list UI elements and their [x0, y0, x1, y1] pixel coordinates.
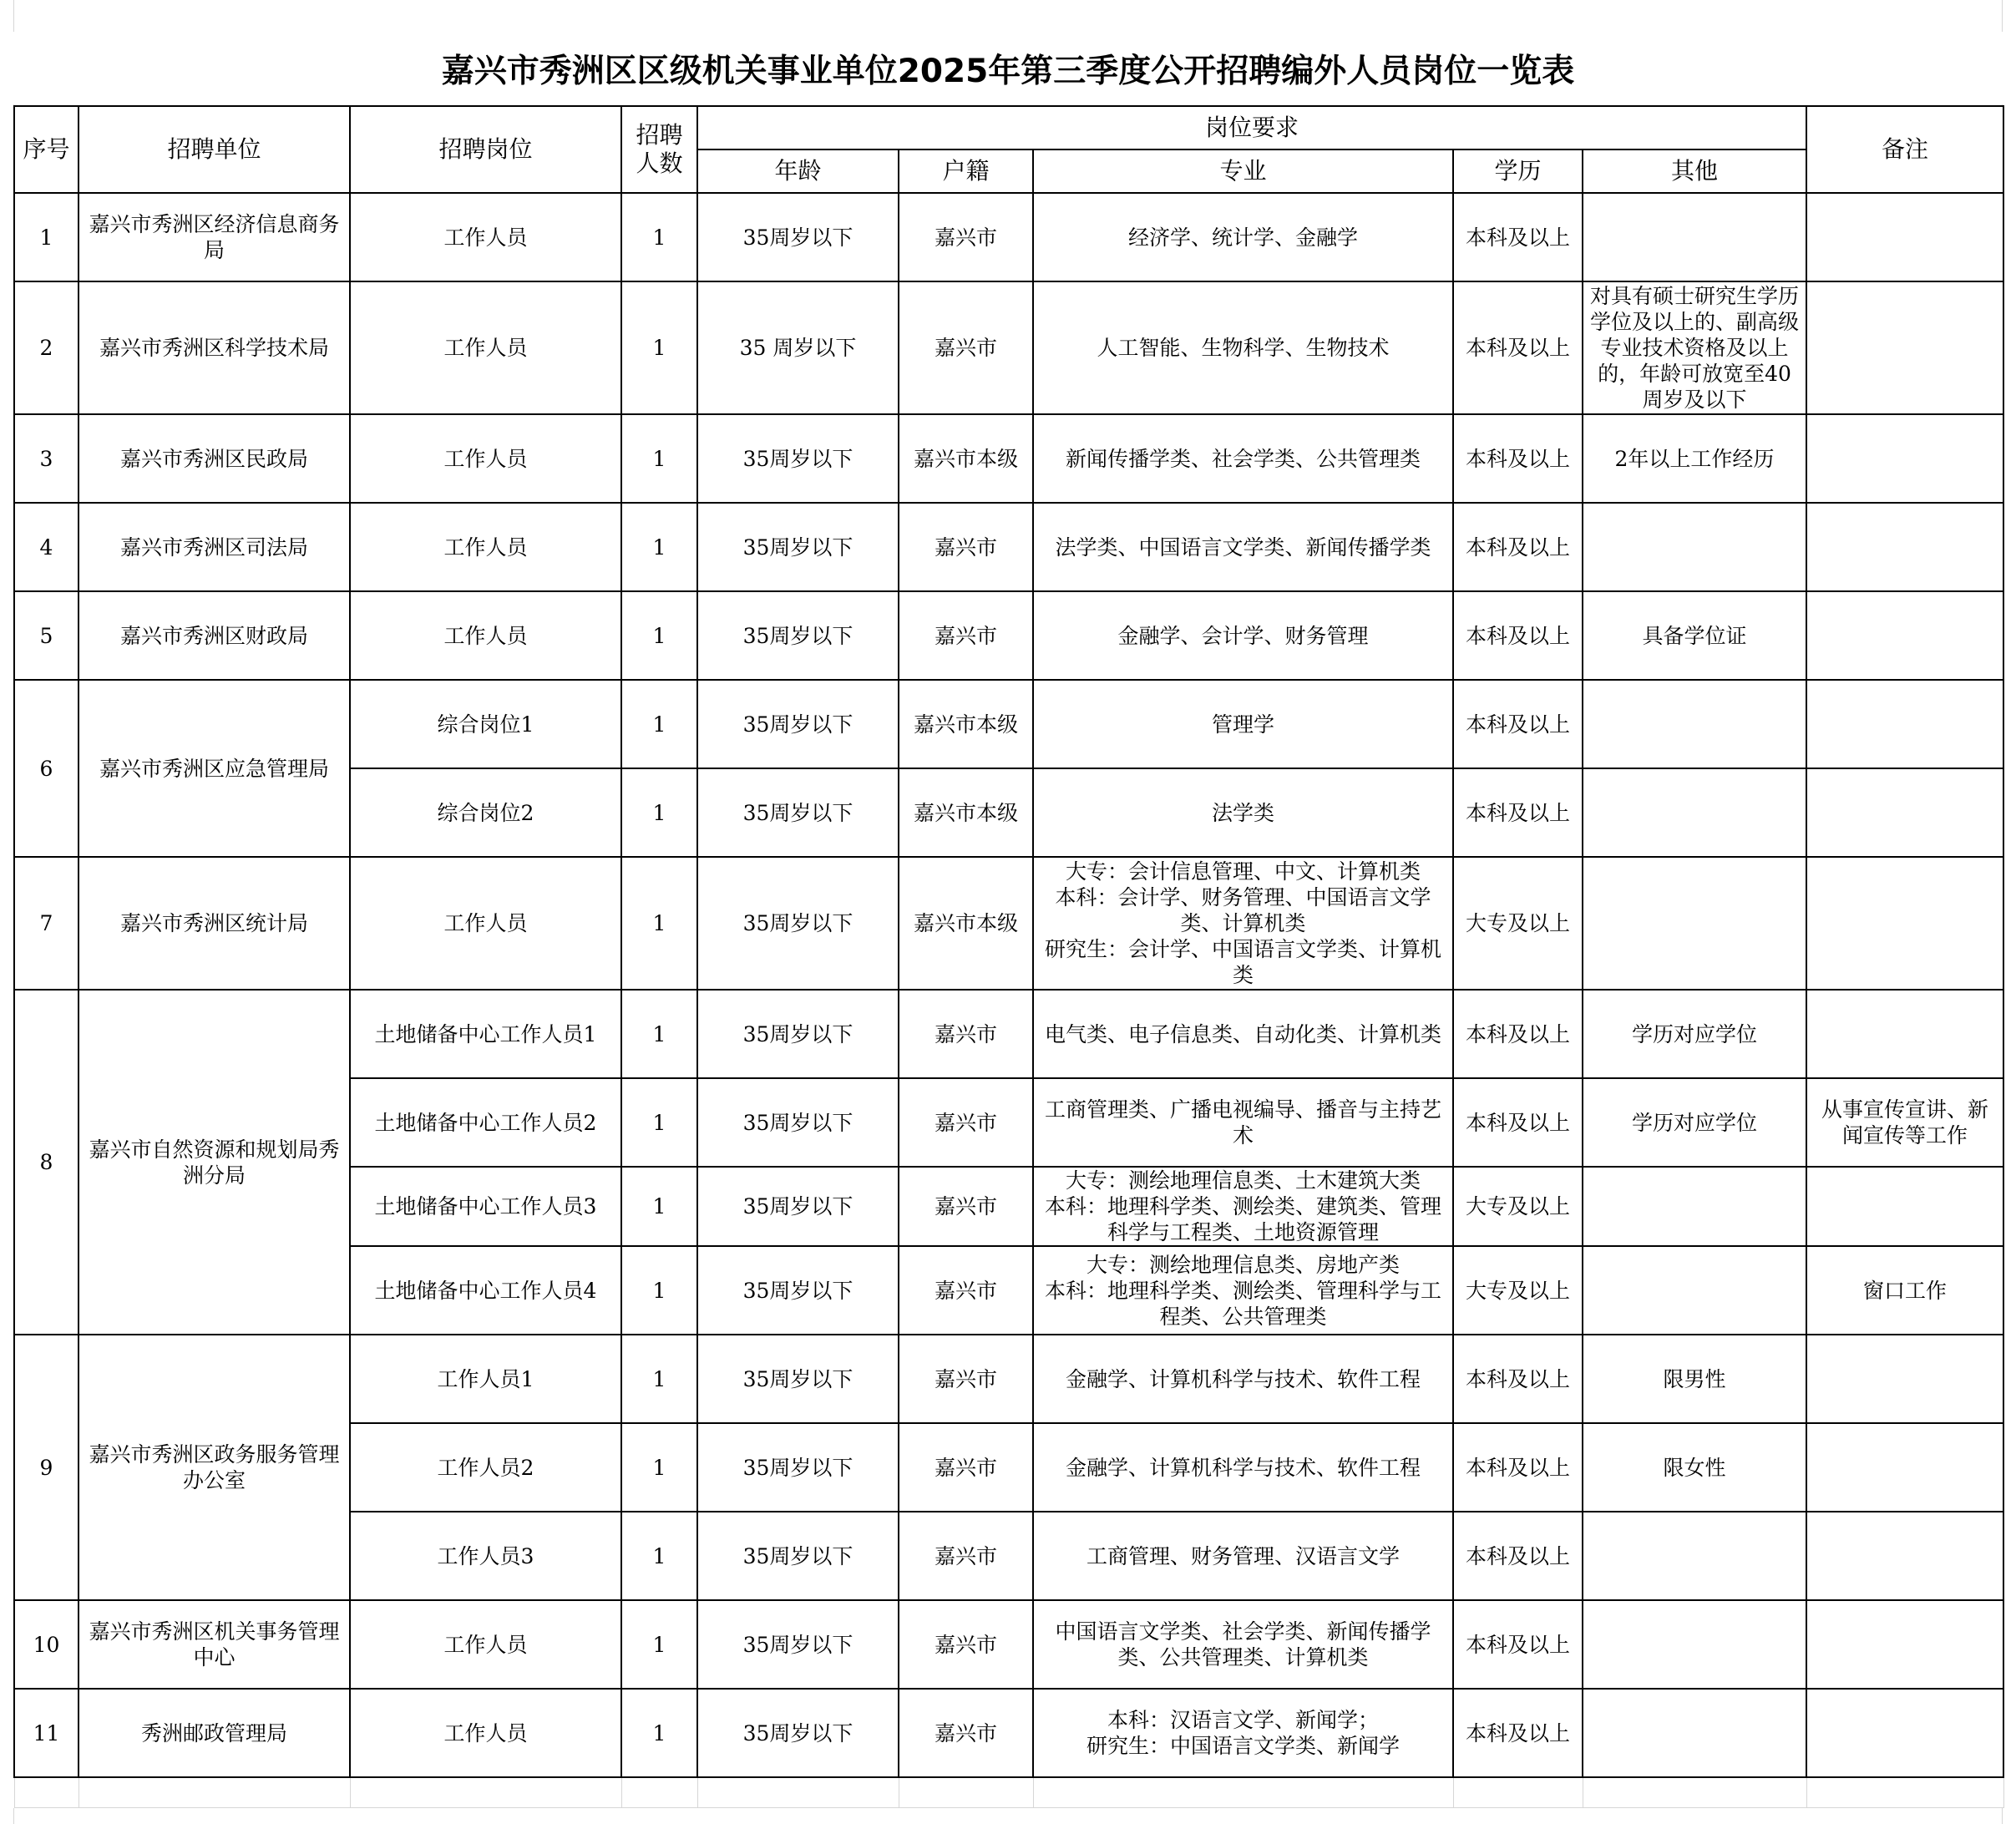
cell-other: 限男性	[1583, 1335, 1806, 1423]
cell-other: 学历对应学位	[1583, 990, 1806, 1078]
cell-count: 1	[621, 1167, 697, 1246]
cell-edu: 本科及以上	[1453, 591, 1583, 680]
cell-other	[1583, 857, 1806, 990]
cell-age: 35周岁以下	[697, 857, 899, 990]
cell-remark	[1806, 1423, 2003, 1512]
cell-seq: 8	[14, 990, 79, 1335]
cell-major: 新闻传播学类、社会学类、公共管理类	[1033, 414, 1453, 503]
cell-edu: 本科及以上	[1453, 1335, 1583, 1423]
cell-edu: 本科及以上	[1453, 1689, 1583, 1777]
cell-post: 工作人员	[350, 857, 621, 990]
cell-seq: 3	[14, 414, 79, 503]
cell-edu: 本科及以上	[1453, 1512, 1583, 1600]
cell-major: 法学类	[1033, 768, 1453, 857]
cell-count: 1	[621, 768, 697, 857]
cell-age: 35周岁以下	[697, 1167, 899, 1246]
cell-unit: 嘉兴市秀洲区应急管理局	[79, 680, 350, 857]
cell-huji: 嘉兴市	[899, 281, 1033, 414]
cell-age: 35周岁以下	[697, 1078, 899, 1167]
cell-count: 1	[621, 591, 697, 680]
table-row	[14, 1689, 2003, 1777]
cell-unit: 嘉兴市秀洲区民政局	[79, 414, 350, 503]
spreadsheet-sheet	[13, 0, 2003, 1824]
cell-major: 法学类、中国语言文学类、新闻传播学类	[1033, 503, 1453, 591]
empty-cell	[697, 1777, 899, 1807]
cell-count: 1	[621, 1335, 697, 1423]
cell-post: 土地储备中心工作人员4	[350, 1246, 621, 1335]
cell-huji: 嘉兴市	[899, 503, 1033, 591]
cell-seq: 10	[14, 1600, 79, 1689]
page-title: 嘉兴市秀洲区区级机关事业单位2025年第三季度公开招聘编外人员岗位一览表	[13, 32, 2003, 104]
cell-remark	[1806, 1689, 2003, 1777]
cell-unit: 嘉兴市秀洲区机关事务管理中心	[79, 1600, 350, 1689]
cell-other	[1583, 1167, 1806, 1246]
cell-age: 35周岁以下	[697, 1689, 899, 1777]
empty-cell	[621, 1777, 697, 1807]
cell-count: 1	[621, 857, 697, 990]
cell-unit: 秀洲邮政管理局	[79, 1689, 350, 1777]
empty-cell	[350, 1777, 621, 1807]
cell-huji: 嘉兴市	[899, 193, 1033, 281]
cell-edu: 本科及以上	[1453, 1423, 1583, 1512]
cell-count: 1	[621, 1078, 697, 1167]
cell-remark: 窗口工作	[1806, 1246, 2003, 1335]
cell-remark	[1806, 1335, 2003, 1423]
cell-major: 大专：会计信息管理、中文、计算机类 本科：会计学、财务管理、中国语言文学类、计算机类 研究生：会计学、中国语言文学类、计算机类	[1033, 857, 1453, 990]
cell-seq: 4	[14, 503, 79, 591]
cell-huji: 嘉兴市本级	[899, 857, 1033, 990]
cell-huji: 嘉兴市	[899, 1078, 1033, 1167]
table-row	[14, 591, 2003, 680]
cell-major: 电气类、电子信息类、自动化类、计算机类	[1033, 990, 1453, 1078]
empty-cell	[1806, 1777, 2003, 1807]
header-requirements: 岗位要求	[697, 106, 1806, 149]
cell-age: 35周岁以下	[697, 1512, 899, 1600]
cell-post: 工作人员3	[350, 1512, 621, 1600]
table-row	[14, 680, 2003, 768]
cell-age: 35周岁以下	[697, 1335, 899, 1423]
cell-seq: 9	[14, 1335, 79, 1600]
cell-major: 人工智能、生物科学、生物技术	[1033, 281, 1453, 414]
cell-other	[1583, 1512, 1806, 1600]
cell-remark	[1806, 857, 2003, 990]
header-seq: 序号	[14, 106, 79, 193]
cell-major: 管理学	[1033, 680, 1453, 768]
cell-post: 土地储备中心工作人员1	[350, 990, 621, 1078]
header-unit: 招聘单位	[79, 106, 350, 193]
table-row	[14, 193, 2003, 281]
cell-count: 1	[621, 281, 697, 414]
empty-cell	[1583, 1777, 1806, 1807]
cell-major: 经济学、统计学、金融学	[1033, 193, 1453, 281]
cell-age: 35周岁以下	[697, 990, 899, 1078]
cell-seq: 5	[14, 591, 79, 680]
cell-post: 工作人员	[350, 1600, 621, 1689]
cell-age: 35周岁以下	[697, 414, 899, 503]
cell-huji: 嘉兴市本级	[899, 680, 1033, 768]
cell-huji: 嘉兴市	[899, 1246, 1033, 1335]
cell-count: 1	[621, 193, 697, 281]
cell-remark	[1806, 768, 2003, 857]
cell-post: 综合岗位2	[350, 768, 621, 857]
cell-post: 工作人员	[350, 281, 621, 414]
cell-other	[1583, 503, 1806, 591]
cell-edu: 大专及以上	[1453, 1246, 1583, 1335]
cell-count: 1	[621, 1689, 697, 1777]
cell-other	[1583, 1600, 1806, 1689]
cell-remark	[1806, 1167, 2003, 1246]
cell-count: 1	[621, 680, 697, 768]
cell-remark: 从事宣传宣讲、新闻宣传等工作	[1806, 1078, 2003, 1167]
table-row	[14, 1335, 2003, 1423]
table-row	[14, 503, 2003, 591]
cell-remark	[1806, 680, 2003, 768]
cell-major: 工商管理、财务管理、汉语言文学	[1033, 1512, 1453, 1600]
cell-huji: 嘉兴市	[899, 1512, 1033, 1600]
cell-major: 金融学、计算机科学与技术、软件工程	[1033, 1423, 1453, 1512]
cell-post: 土地储备中心工作人员3	[350, 1167, 621, 1246]
cell-other	[1583, 193, 1806, 281]
cell-unit: 嘉兴市秀洲区财政局	[79, 591, 350, 680]
cell-huji: 嘉兴市	[899, 1600, 1033, 1689]
cell-other: 对具有硕士研究生学历学位及以上的、副高级专业技术资格及以上的，年龄可放宽至40周岁及以下	[1583, 281, 1806, 414]
cell-post: 工作人员	[350, 591, 621, 680]
header-other: 其他	[1583, 149, 1806, 193]
cell-remark	[1806, 281, 2003, 414]
cell-seq: 2	[14, 281, 79, 414]
cell-remark	[1806, 990, 2003, 1078]
cell-post: 工作人员1	[350, 1335, 621, 1423]
header-post: 招聘岗位	[350, 106, 621, 193]
cell-edu: 本科及以上	[1453, 768, 1583, 857]
cell-count: 1	[621, 503, 697, 591]
cell-other	[1583, 680, 1806, 768]
empty-cell	[1453, 1777, 1583, 1807]
cell-huji: 嘉兴市本级	[899, 768, 1033, 857]
cell-unit: 嘉兴市秀洲区政务服务管理办公室	[79, 1335, 350, 1600]
cell-other: 学历对应学位	[1583, 1078, 1806, 1167]
cell-edu: 大专及以上	[1453, 1167, 1583, 1246]
cell-remark	[1806, 591, 2003, 680]
cell-age: 35 周岁以下	[697, 281, 899, 414]
cell-huji: 嘉兴市	[899, 1423, 1033, 1512]
empty-cell	[1033, 1777, 1453, 1807]
cell-post: 综合岗位1	[350, 680, 621, 768]
cell-seq: 6	[14, 680, 79, 857]
cell-age: 35周岁以下	[697, 193, 899, 281]
cell-unit: 嘉兴市秀洲区统计局	[79, 857, 350, 990]
recruitment-table	[13, 105, 2004, 1808]
cell-edu: 本科及以上	[1453, 680, 1583, 768]
cell-edu: 大专及以上	[1453, 857, 1583, 990]
cell-remark	[1806, 193, 2003, 281]
cell-edu: 本科及以上	[1453, 990, 1583, 1078]
empty-cell	[899, 1777, 1033, 1807]
header-major: 专业	[1033, 149, 1453, 193]
cell-edu: 本科及以上	[1453, 503, 1583, 591]
cell-post: 工作人员2	[350, 1423, 621, 1512]
cell-major: 大专：测绘地理信息类、房地产类 本科：地理科学类、测绘类、管理科学与工程类、公共管理类	[1033, 1246, 1453, 1335]
cell-edu: 本科及以上	[1453, 1600, 1583, 1689]
cell-count: 1	[621, 1600, 697, 1689]
table-row	[14, 414, 2003, 503]
cell-unit: 嘉兴市秀洲区司法局	[79, 503, 350, 591]
cell-age: 35周岁以下	[697, 591, 899, 680]
header-age: 年龄	[697, 149, 899, 193]
empty-cell	[14, 1777, 79, 1807]
cell-remark	[1806, 1512, 2003, 1600]
cell-huji: 嘉兴市本级	[899, 414, 1033, 503]
cell-other	[1583, 1689, 1806, 1777]
cell-edu: 本科及以上	[1453, 193, 1583, 281]
cell-remark	[1806, 414, 2003, 503]
cell-other: 限女性	[1583, 1423, 1806, 1512]
cell-remark	[1806, 503, 2003, 591]
cell-edu: 本科及以上	[1453, 414, 1583, 503]
cell-other: 具备学位证	[1583, 591, 1806, 680]
cell-major: 中国语言文学类、社会学类、新闻传播学类、公共管理类、计算机类	[1033, 1600, 1453, 1689]
header-count: 招聘 人数	[621, 106, 697, 193]
cell-post: 土地储备中心工作人员2	[350, 1078, 621, 1167]
cell-unit: 嘉兴市秀洲区科学技术局	[79, 281, 350, 414]
cell-age: 35周岁以下	[697, 503, 899, 591]
cell-seq: 11	[14, 1689, 79, 1777]
cell-huji: 嘉兴市	[899, 1689, 1033, 1777]
cell-count: 1	[621, 990, 697, 1078]
cell-huji: 嘉兴市	[899, 1335, 1033, 1423]
cell-unit: 嘉兴市自然资源和规划局秀洲分局	[79, 990, 350, 1335]
table-row	[14, 281, 2003, 414]
cell-age: 35周岁以下	[697, 1600, 899, 1689]
cell-edu: 本科及以上	[1453, 281, 1583, 414]
empty-cell	[79, 1777, 350, 1807]
cell-major: 金融学、计算机科学与技术、软件工程	[1033, 1335, 1453, 1423]
cell-age: 35周岁以下	[697, 1246, 899, 1335]
table-row	[14, 1600, 2003, 1689]
cell-count: 1	[621, 1512, 697, 1600]
cell-huji: 嘉兴市	[899, 990, 1033, 1078]
cell-post: 工作人员	[350, 193, 621, 281]
cell-other	[1583, 768, 1806, 857]
header-huji: 户籍	[899, 149, 1033, 193]
cell-age: 35周岁以下	[697, 768, 899, 857]
cell-huji: 嘉兴市	[899, 591, 1033, 680]
cell-seq: 1	[14, 193, 79, 281]
cell-major: 大专：测绘地理信息类、土木建筑大类 本科：地理科学类、测绘类、建筑类、管理科学与工程类、土地资源管理	[1033, 1167, 1453, 1246]
cell-major: 本科：汉语言文学、新闻学； 研究生：中国语言文学类、新闻学	[1033, 1689, 1453, 1777]
cell-other	[1583, 1246, 1806, 1335]
cell-post: 工作人员	[350, 503, 621, 591]
cell-remark	[1806, 1600, 2003, 1689]
empty-row	[14, 1777, 2003, 1807]
table-row	[14, 990, 2003, 1078]
cell-edu: 本科及以上	[1453, 1078, 1583, 1167]
cell-seq: 7	[14, 857, 79, 990]
cell-major: 金融学、会计学、财务管理	[1033, 591, 1453, 680]
cell-age: 35周岁以下	[697, 1423, 899, 1512]
cell-huji: 嘉兴市	[899, 1167, 1033, 1246]
header-edu: 学历	[1453, 149, 1583, 193]
cell-count: 1	[621, 1423, 697, 1512]
cell-post: 工作人员	[350, 1689, 621, 1777]
header-remark: 备注	[1806, 106, 2003, 193]
cell-other: 2年以上工作经历	[1583, 414, 1806, 503]
cell-count: 1	[621, 414, 697, 503]
cell-major: 工商管理类、广播电视编导、播音与主持艺术	[1033, 1078, 1453, 1167]
cell-count: 1	[621, 1246, 697, 1335]
cell-unit: 嘉兴市秀洲区经济信息商务局	[79, 193, 350, 281]
cell-post: 工作人员	[350, 414, 621, 503]
table-row	[14, 857, 2003, 990]
cell-age: 35周岁以下	[697, 680, 899, 768]
